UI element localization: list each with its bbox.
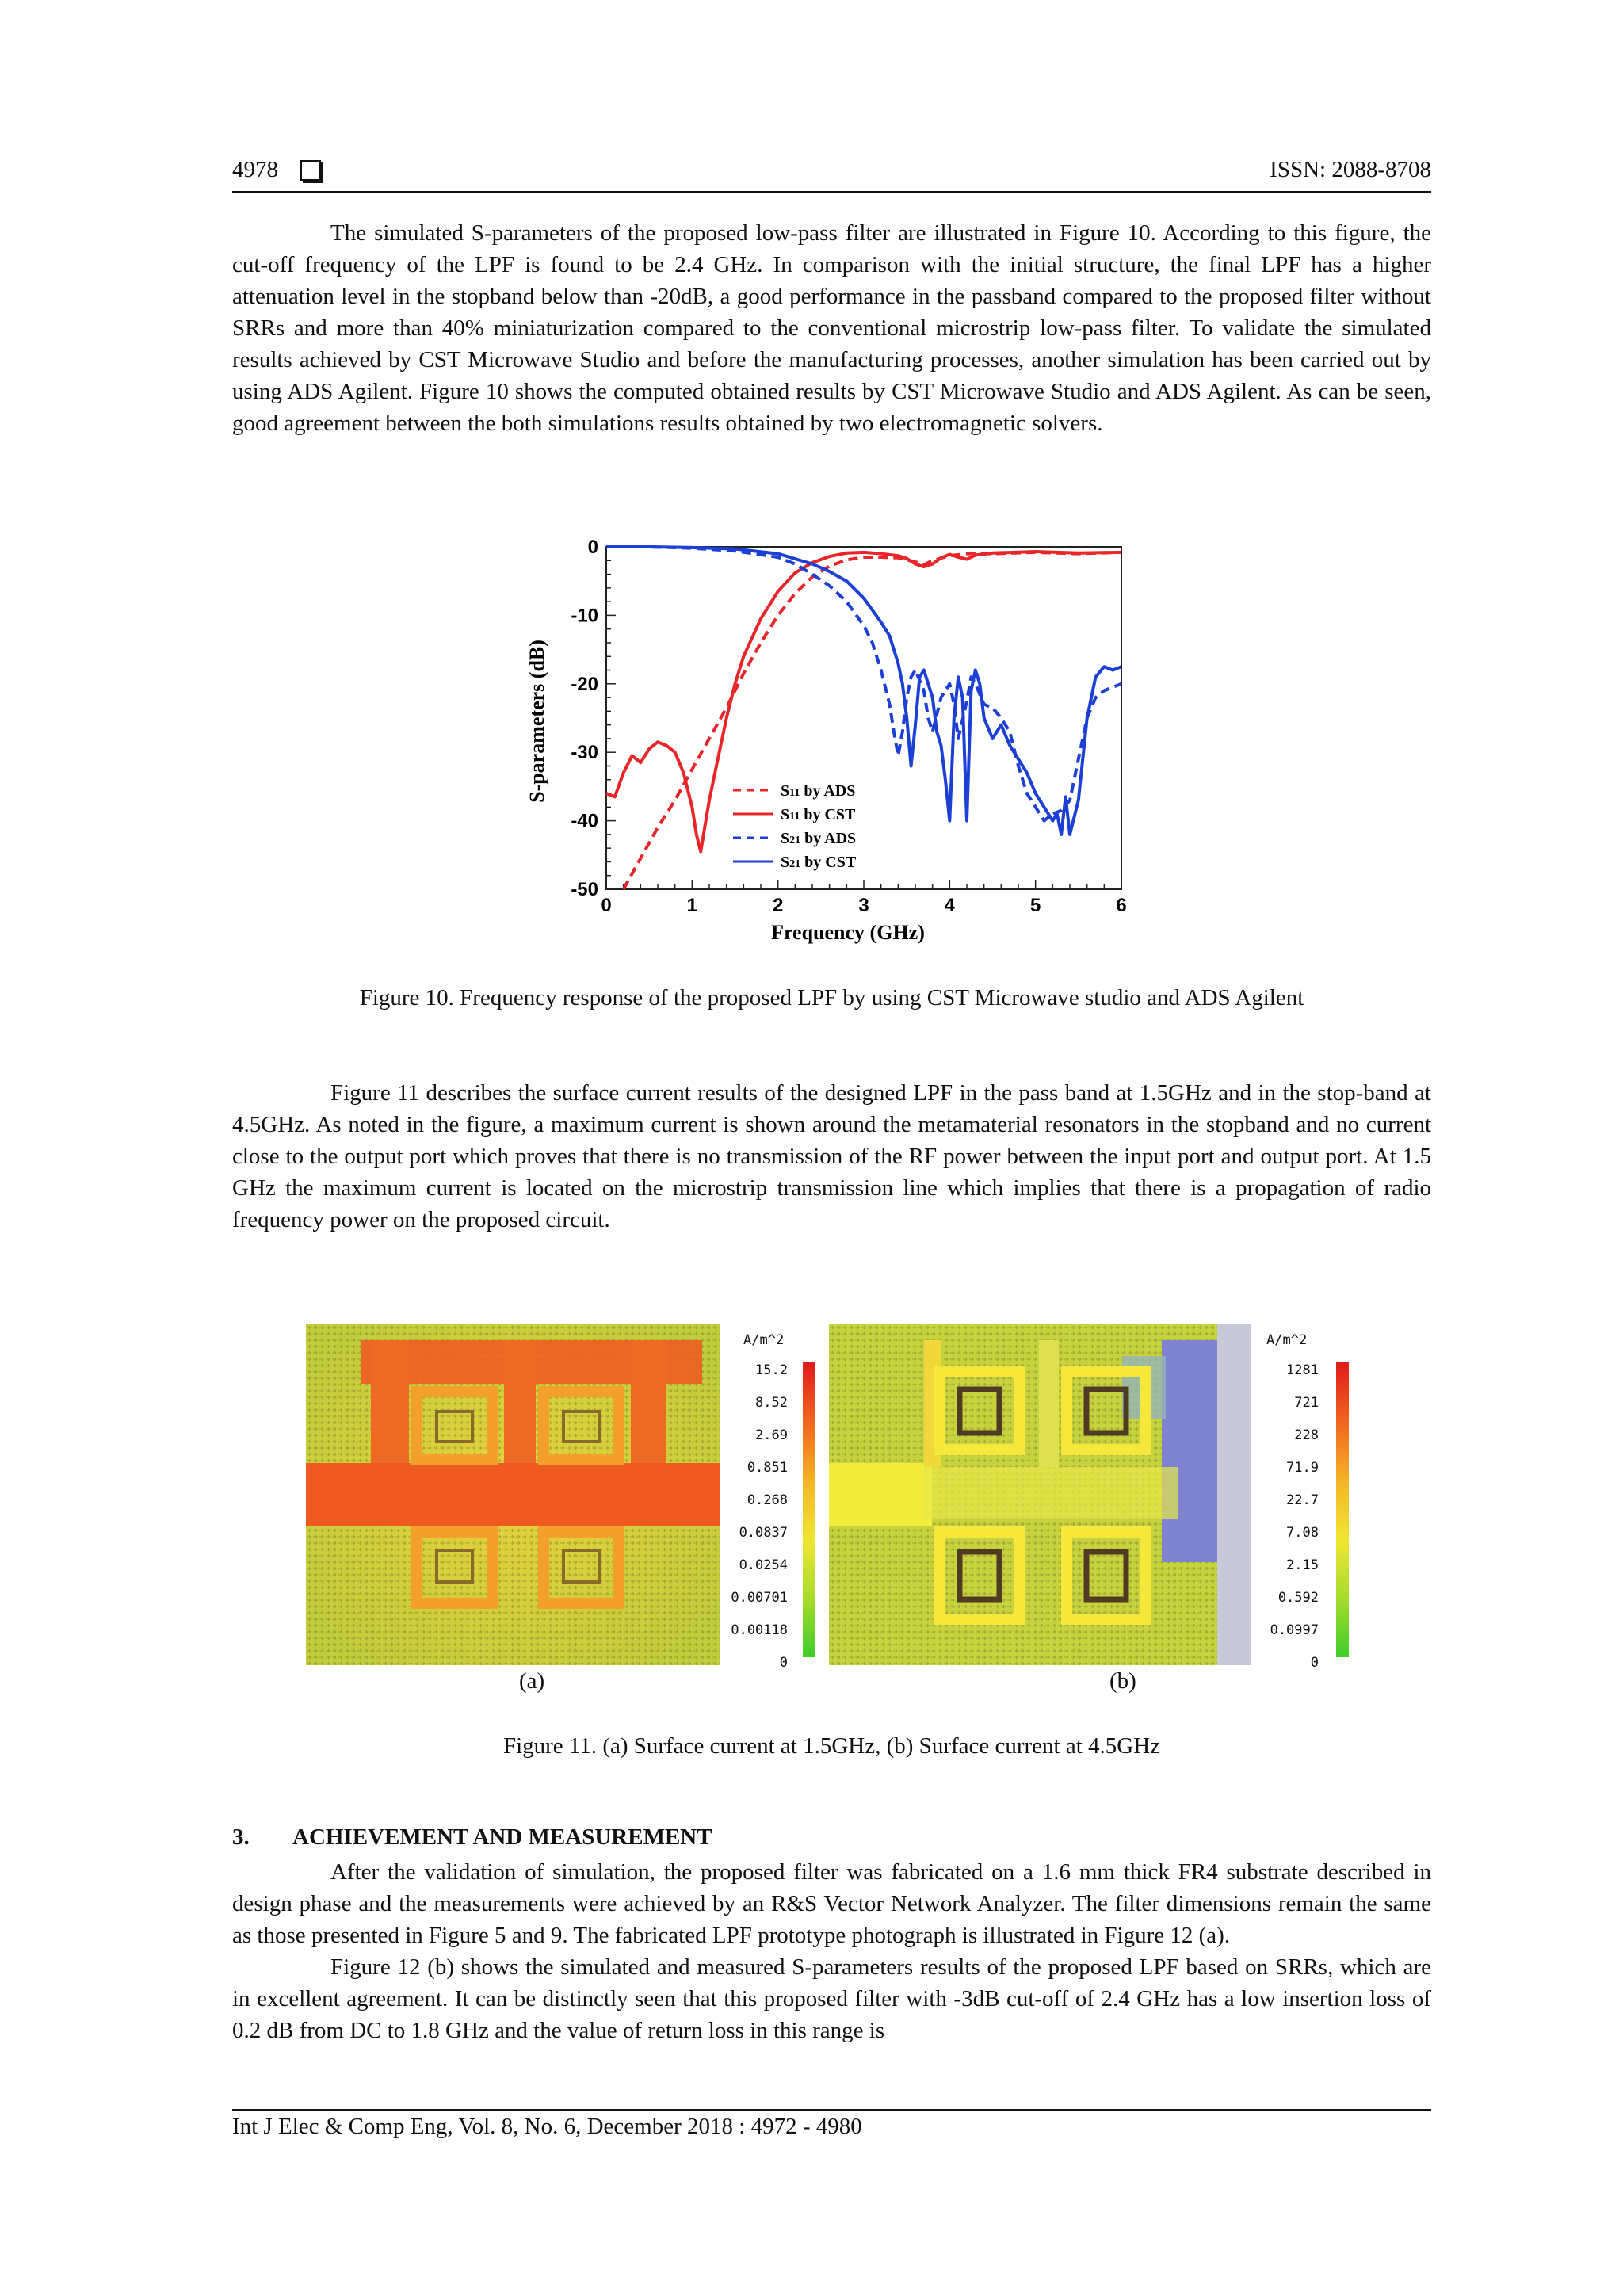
colorbar-a-scale [803,1362,815,1657]
series-line [606,547,1121,835]
colorbar-tick-label: 0 [1310,1655,1319,1671]
figure-11a-label: (a) [519,1668,545,1694]
x-tick-label: 1 [686,895,698,916]
paragraph-1-text: The simulated S-parameters of the proposed low-pass filter are illustrated in Figure 10. According to this figure, the cut-off frequency of the LPF is found to be 2.4 GHz. In comparison with the initial structure, the final LPF has a higher attenuation level in the stopband below than -20dB, a good performance in the passband compared to the proposed filter without SRRs and more than 40% miniaturization compared to the conventional microstrip low-pass filter. To validate the simulated results achieved by CST Microwave Studio and before the manufacturing processes, another simulation has been carried out by using ADS Agilent. Figure 10 shows the computed obtained results by CST Microwave Studio and ADS Agilent. As can be seen, good agreement between the both simulations results obtained by two electromagnetic solvers. [232,220,1431,436]
x-tick-label: 2 [772,895,784,916]
x-tick-label: 4 [944,895,956,916]
x-tick-label: 5 [1029,895,1041,916]
y-tick-label: -20 [571,673,598,695]
y-axis-label: S-parameters (dB) [525,640,548,803]
colorbar-tick-label: 0.851 [747,1460,788,1476]
section-title: ACHIEVEMENT AND MEASUREMENT [292,1824,712,1850]
colorbar-tick-label: 2.69 [755,1427,788,1443]
colorbar-b-unit: A/m^2 [1266,1332,1308,1348]
colorbar-tick-label: 0.00118 [731,1622,788,1638]
colorbar-tick-label: 8.52 [755,1395,788,1411]
header-rule [232,191,1431,193]
colorbar-tick-label: 228 [1294,1427,1319,1443]
y-tick-label: -10 [571,605,598,627]
legend-entry: S11 by ADS [781,782,856,800]
paragraph-2-text: Figure 11 describes the surface current results of the designed LPF in the pass band at 1.5GHz and in the stop-band at 4.5GHz. As noted in the figure, a maximum current is shown around the metamaterial resonators in the stopband and no current close to the output port which proves that there is no transmission of the RF power between the input port and output port. At 1.5 GHz the maximum current is located on the microstrip transmission line which implies that there is a propagation of radio frequency power on the proposed circuit. [232,1080,1431,1232]
colorbar-tick-label: 0.00701 [731,1590,788,1606]
colorbar-a-unit: A/m^2 [743,1332,785,1348]
paragraph-2 [232,1077,1431,1236]
figure-11b-image [829,1324,1251,1665]
colorbar-tick-label: 721 [1294,1395,1319,1411]
x-tick-label: 3 [858,895,869,916]
figure-11-caption: Figure 11. (a) Surface current at 1.5GHz, (b) Surface current at 4.5GHz [502,1733,1161,1759]
colorbar-b [1251,1324,1357,1671]
colorbar-tick-label: 0.0254 [739,1557,788,1573]
colorbar-tick-label: 15.2 [755,1362,788,1378]
x-axis-label: Frequency (GHz) [771,921,925,944]
footer-rule [232,2109,1431,2111]
paragraph-4-text: Figure 12 (b) shows the simulated and measured S-parameters results of the proposed LPF based on SRRs, which are in excellent agreement. It can be distinctly seen that this proposed filter with -3dB cut-off of 2.4 GHz has a low insertion loss of 0.2 dB from DC to 1.8 GHz and the value of return loss in this range is [232,1954,1431,2043]
colorbar-tick-label: 22.7 [1286,1492,1319,1508]
colorbar-a [720,1324,823,1671]
legend-entry: S11 by CST [781,806,856,823]
colorbar-tick-label: 71.9 [1286,1460,1319,1476]
series-line [606,547,1121,821]
square-bullet-icon [300,160,321,181]
colorbar-b-scale [1336,1362,1349,1657]
x-tick-label: 0 [601,895,612,916]
paragraph-1 [232,217,1431,439]
colorbar-tick-label: 0.592 [1277,1590,1319,1606]
y-tick-label: -30 [571,742,598,764]
figure-11a-image [306,1324,720,1665]
y-tick-label: -40 [571,810,598,832]
figure-10-chart [507,523,1157,967]
y-tick-label: -50 [571,879,598,900]
issn: ISSN: 2088-8708 [1270,157,1431,182]
figure-11b-label: (b) [1109,1668,1136,1694]
y-tick-label: 0 [587,537,598,558]
colorbar-tick-label: 0.268 [747,1492,788,1508]
page-number: 4978 [232,157,278,182]
legend-entry: S21 by CST [781,854,857,871]
paragraph-3 [232,1856,1431,2046]
colorbar-tick-label: 0.0997 [1270,1622,1319,1638]
x-tick-label: 6 [1116,895,1127,916]
colorbar-tick-label: 0 [779,1655,788,1671]
colorbar-tick-label: 7.08 [1286,1525,1319,1541]
footer-citation: Int J Elec & Comp Eng, Vol. 8, No. 6, December 2018 : 4972 - 4980 [232,2114,862,2139]
colorbar-tick-label: 0.0837 [739,1525,788,1541]
section-heading [232,1824,712,1851]
paragraph-3-text: After the validation of simulation, the proposed filter was fabricated on a 1.6 mm thick FR4 substrate described in design phase and the measurements were achieved by an R&S Vector Network Analyzer. The filter dimensions remain the same as those presented in Figure 5 and 9. The fabricated LPF prototype photograph is illustrated in Figure 12 (a). [232,1859,1431,1948]
figure-10-caption: Figure 10. Frequency response of the proposed LPF by using CST Microwave studio and ADS Agilent [359,985,1304,1010]
section-number: 3. [232,1824,250,1850]
legend-entry: S21 by ADS [781,830,857,847]
colorbar-tick-label: 1281 [1286,1362,1319,1378]
colorbar-tick-label: 2.15 [1286,1557,1319,1573]
page-header-left [232,157,321,183]
